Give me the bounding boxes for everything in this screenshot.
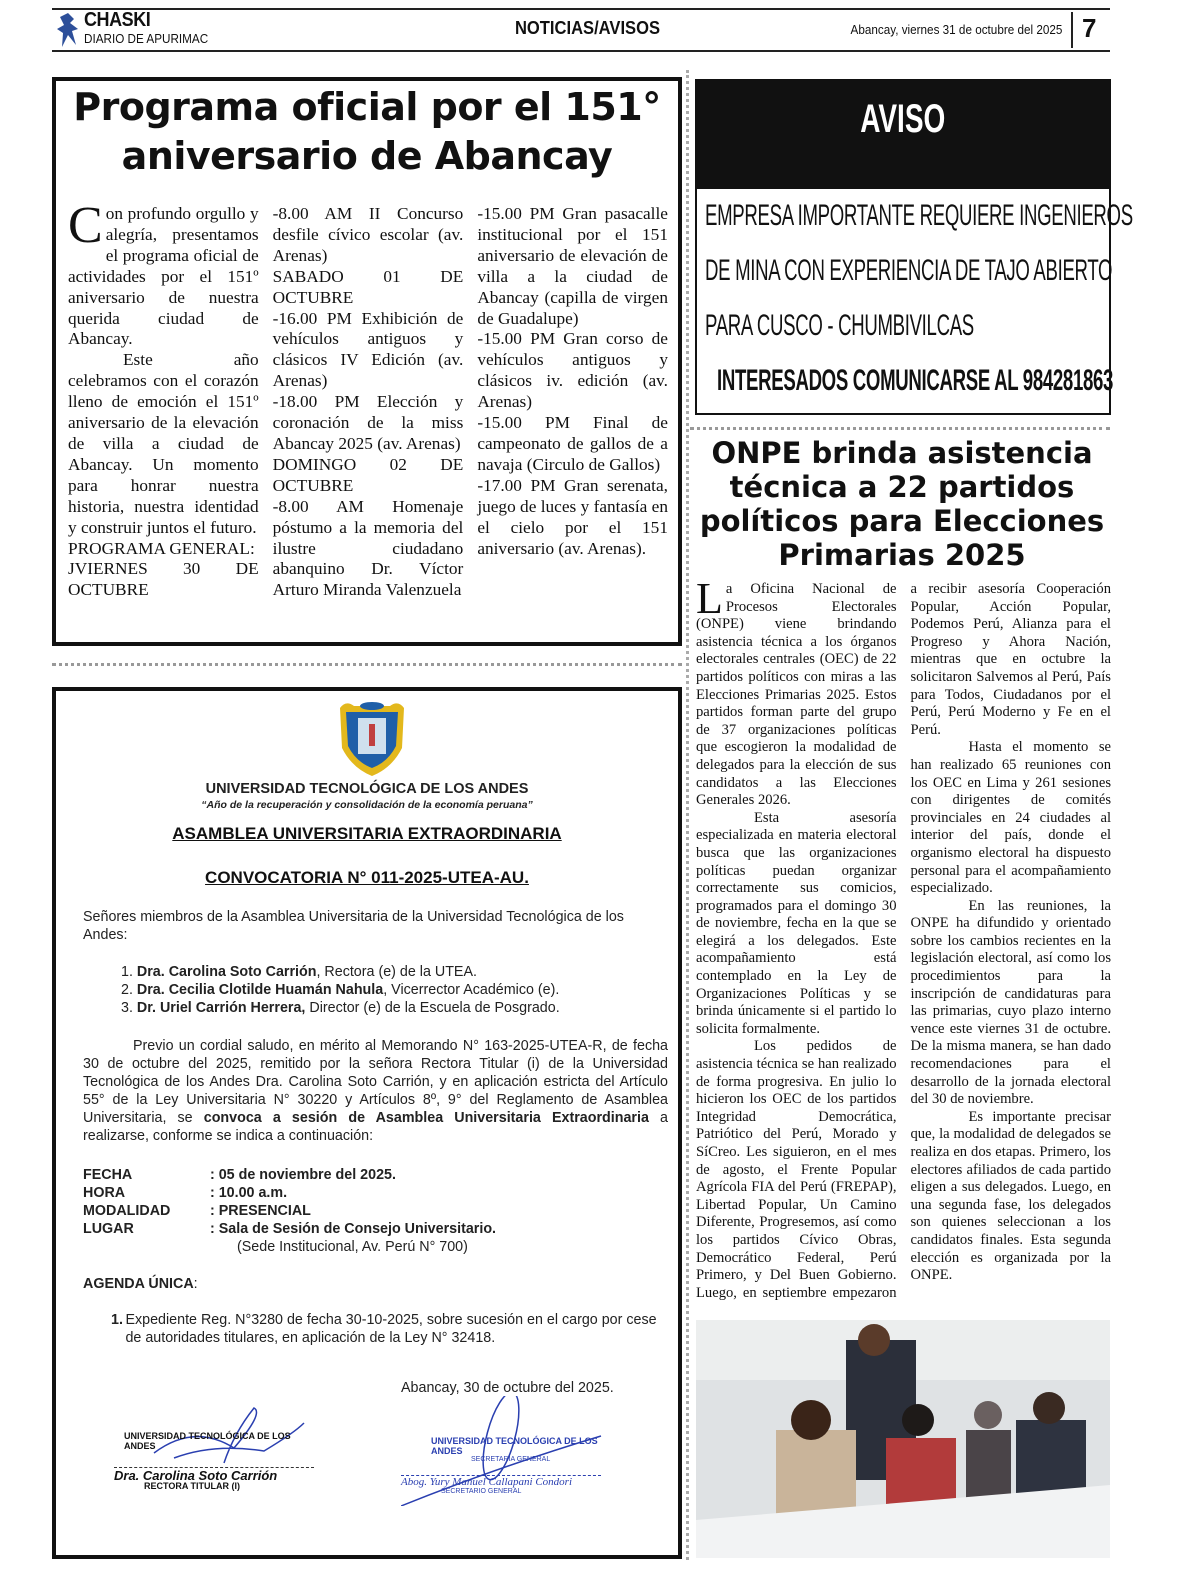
member-number: 3. (121, 1000, 133, 1016)
member-item (121, 981, 706, 999)
program-item: -15.00 PM Final de campeonato de gallos de a navaja (Circulo de Gallos) (477, 413, 668, 474)
convocatoria-number: CONVOCATORIA N° 011-2025-UTEA-AU. (205, 868, 529, 887)
notice-title: AVISO (860, 97, 946, 141)
program-item: PROGRAMA GENERAL: (68, 538, 255, 558)
assembly-title: ASAMBLEA UNIVERSITARIA EXTRAORDINARIA (172, 824, 562, 843)
agenda-title: AGENDA ÚNICA (83, 1276, 194, 1292)
paragraph: Los pedidos de asistencia técnica se han realizado de forma progresiva. En julio lo hicieron los OEC de los partidos Integridad Democrática, Patriótico del Perú, Morado y SíCreo. Les siguieron, en el mes de agosto, el Frente Popular Agrícola FIA del Perú (FREPAP), Libertad Popular, Un Camino Diferente, Progresemos, así como los partidos Cívico Obras, Democrático Federal, Perú Primero, y Del Buen Gobierno. Luego, en septiembre empezaron a recibir asesoría Cooperación Popular, Acción Popular, Podemos Perú, Alianza para el Progreso y Ahora Nación, mientras que en octubre la solicitaron Salvemos al Perú, País para Todos, Ciudadanos por el Perú, Perú Moderno y Fe en el Perú. (696, 581, 1111, 1301)
column-divider (686, 70, 689, 1560)
seal-text: UNIVERSIDAD TECNOLÓGICA DE LOS ANDES (431, 1436, 598, 1456)
paragraph: Esta asesoría especializada en materia electoral busca que las organizaciones políticas puedan organizar correctamente sus comicios, programados para el domingo 30 de noviembre, fecha en la que se elegirá a los delegados. Este acompañamiento está contemplado en la Ley de Organizaciones Políticas y se brinda únicamente si el partido lo solicita formalmente. (696, 809, 897, 1037)
paragraph: En las reuniones, la ONPE ha difundido y orientado sobre los cambios recientes en la legislación electoral, así como los procedimientos para la inscripción de candidaturas para las primarias, cuyo plazo interno vence este viernes 31 de octubre. De la misma manera, se han dado recomendaciones para el desarrollo de la jornada electoral del 30 de noviembre. (910, 897, 1111, 1108)
body-text: Previo un cordial saludo, en mérito al Memorando N° 163-2025-UTEA-R, de fecha 30 de octubre del 2025, remitido por la señora Rectora Titular (i) de la Universidad Tecnológica de los Andes Dra. Carolina Soto Carrión, y en aplicación estricta del Artículo 55° de la Ley Universitaria N° 30220 y Artículos 8º, 9° del Reglamento de Asamblea Universitaria, se (83, 1038, 668, 1126)
detail-row (83, 1166, 668, 1184)
section-divider (52, 663, 682, 666)
section-divider (690, 427, 1110, 430)
signer-name: Dra. Carolina Soto Carrión (114, 1467, 314, 1483)
detail-label: MODALIDAD (83, 1203, 171, 1219)
article-body (68, 197, 668, 629)
program-item: DOMINGO 02 DE OCTUBRE (272, 454, 464, 495)
onpe-article-body (696, 574, 1111, 1311)
paragraph: Es importante precisar que, la modalidad de delegados se realiza en dos etapas. Primero, los electores afiliados de cada partido eligen a sus delegados. Luego, en una segunda fase, los delegados son quienes seleccionan a los candidatos finales. Esta segunda elección es organizada por la ONPE. (910, 1108, 1111, 1284)
signer-title: SECRETARIO GENERAL (441, 1488, 522, 1495)
signer-name: Abog. Yury Manuel Callapani Condori (401, 1475, 601, 1488)
salutation: Señores miembros de la Asamblea Universitaria de la Universidad Tecnológica de los Andes: (83, 909, 624, 943)
detail-row (83, 1202, 668, 1220)
detail-value: : 05 de noviembre del 2025. (210, 1167, 396, 1183)
newspaper-brand: CHASKI (84, 9, 151, 31)
detail-label: FECHA (83, 1167, 133, 1183)
notice-contact: INTERESADOS COMUNICARSE AL 984281863 (717, 364, 1114, 397)
seal-text: UNIVERSIDAD TECNOLÓGICA DE LOS ANDES (124, 1431, 291, 1451)
detail-value: : 10.00 a.m. (210, 1185, 288, 1201)
paragraph: on profundo orgullo y alegría, presentamos el programa oficial de actividades por el 151º aniversario de nuestra querida ciudad de Abancay. (68, 204, 259, 349)
program-item: -18.00 PM Elección y coronación de la miss Abancay 2025 (av. Arenas) (272, 392, 464, 453)
member-item (121, 999, 706, 1017)
detail-label: HORA (83, 1185, 126, 1201)
section-title: NOTICIAS/AVISOS (514, 18, 661, 38)
members-list (121, 963, 706, 1017)
program-item: -17.00 PM Gran serenata, juego de luces y fantasía en el cielo por el 151 aniversario (av. Arenas). (477, 475, 668, 558)
drop-cap: C (68, 197, 103, 254)
rector-signature-block (114, 1413, 314, 1491)
agenda-number: 1. (111, 1312, 123, 1328)
utea-convocatoria-notice (52, 687, 682, 1559)
job-notice (695, 79, 1133, 415)
paragraph: Hasta el momento se han realizado 65 reuniones con los OEC en Lima y 261 sesiones con dirigentes de comités provinciales en 24 ciudades al interior del país, donde el organismo electoral ha dispuesto personal para el acompañamiento especializado. (910, 739, 1111, 897)
signer-title: RECTORA TITULAR (I) (144, 1481, 240, 1491)
venue-address: (Sede Institucional, Av. Perú N° 700) (237, 1239, 468, 1255)
member-role: , Vicerrector Académico (e). (383, 982, 560, 998)
article-headline: Programa oficial por el 151° aniversario de Abancay (73, 85, 661, 178)
program-item: -8.00 AM Homenaje póstumo a la memoria del ilustre ciudadano abanquino Dr. Víctor Arturo Miranda Valenzuela (272, 496, 464, 600)
program-item: -16.00 PM Exhibición de vehículos antiguos y clásicos IV Edición (av. Arenas) (272, 308, 464, 391)
page-number-divider (1071, 12, 1073, 48)
university-name: UNIVERSIDAD TECNOLÓGICA DE LOS ANDES (205, 781, 529, 797)
header-rule-bottom (52, 50, 1110, 52)
detail-row (83, 1220, 668, 1238)
secretary-signature-block (401, 1436, 601, 1495)
program-item: SABADO 01 DE OCTUBRE (272, 266, 464, 307)
member-name: Dr. Uriel Carrión Herrera, (136, 1000, 306, 1016)
agenda-colon: : (193, 1276, 198, 1292)
agenda-text: Expediente Reg. N°3280 de fecha 30-10-2025, sobre sucesión en el cargo por cese de autoridades titulares, en aplicación de la Ley N° 32418. (125, 1312, 657, 1346)
university-crest-icon (332, 698, 412, 778)
news-photo-training-session (696, 1320, 1110, 1558)
article-headline: ONPE brinda asistencia técnica a 22 partidos políticos para Elecciones Primarias 2025 (699, 436, 1105, 572)
page-number: 7 (1082, 13, 1097, 43)
issue-date: Abancay, viernes 31 de octubre del 2025 (850, 22, 1062, 37)
notice-header (697, 81, 1109, 189)
member-role: , Rectora (e) de la UTEA. (316, 964, 477, 980)
detail-label: LUGAR (83, 1221, 134, 1237)
programa-article (52, 77, 682, 646)
notice-line: EMPRESA IMPORTANTE REQUIERE INGENIEROS (705, 199, 1133, 232)
detail-value: : Sala de Sesión de Consejo Universitario. (210, 1221, 497, 1237)
newspaper-subtitle: DIARIO DE APURIMAC (84, 31, 209, 46)
notice-line: PARA CUSCO - CHUMBIVILCAS (705, 309, 974, 342)
body-emphasis: convoca a sesión de Asamblea Universitaria Extraordinaria (203, 1110, 649, 1126)
member-name: Dra. Carolina Soto Carrión (136, 964, 317, 980)
paragraph: a Oficina Nacional de Procesos Electorales (ONPE) viene brindando asistencia técnica a los órganos electorales centrales (OEC) de 22 partidos políticos con miras a las Elecciones Primarias 2025. Estos partidos forman parte del grupo de 37 organizaciones políticas que escogieron la modalidad de delegados para la elección de sus candidatos a las Elecciones Generales 2026. (696, 581, 897, 809)
header-rule-top (52, 8, 1110, 10)
body-text: a realizarse, conforme se indica a continuación: (83, 1110, 668, 1144)
seal-subtext: SECRETARIA GENERAL (471, 1456, 551, 1463)
convocation-body (83, 1037, 668, 1145)
program-item: -15.00 PM Gran pasacalle institucional por el 151 aniversario de elevación de villa a la ciudad de Abancay (capilla de virgen de Guadalupe) (477, 204, 668, 328)
member-number: 2. (121, 982, 133, 998)
notice-line: DE MINA CON EXPERIENCIA DE TAJO ABIERTO (705, 254, 1113, 287)
paragraph: Este año celebramos con el corazón lleno de emoción el 151º aniversario de la elevación de villa a ciudad de Abancay. Un momento para honrar nuestra historia, nuestra identidad y construir juntos el futuro. (68, 350, 259, 537)
member-role: Director (e) de la Escuela de Posgrado. (305, 1000, 560, 1016)
agenda-item (111, 1311, 671, 1347)
year-motto: “Año de la recuperación y consolidación de la economía peruana” (201, 799, 533, 811)
program-item: -15.00 PM Gran corso de vehículos antiguos y clásicos iv. edición (av. Arenas) (477, 329, 668, 412)
session-details (83, 1166, 668, 1256)
member-number: 1. (121, 964, 133, 980)
agenda-heading (83, 1275, 668, 1293)
member-item (121, 963, 706, 981)
detail-value: : PRESENCIAL (210, 1203, 311, 1219)
place-date: Abancay, 30 de octubre del 2025. (401, 1380, 614, 1396)
program-item: -8.00 AM II Concurso desfile cívico escolar (av. Arenas) (272, 204, 464, 265)
detail-row (83, 1184, 668, 1202)
program-item: JVIERNES 30 DE OCTUBRE (68, 559, 259, 600)
drop-cap: L (696, 574, 723, 623)
member-name: Dra. Cecilia Clotilde Huamán Nahula (136, 982, 384, 998)
